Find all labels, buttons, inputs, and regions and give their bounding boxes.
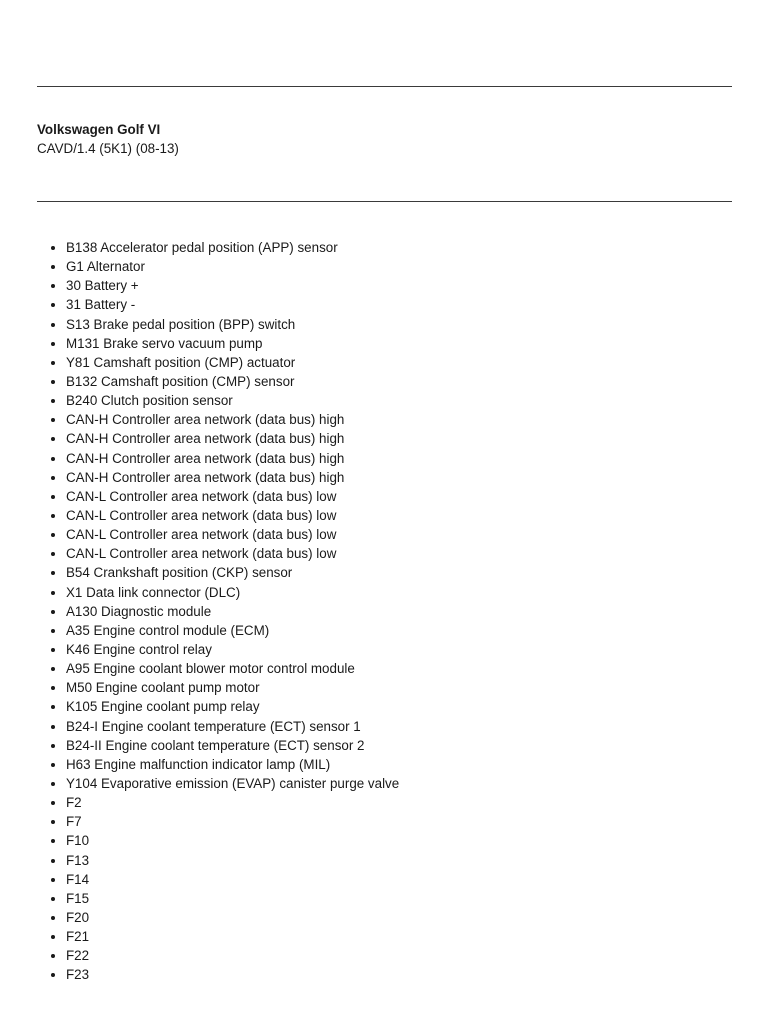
top-divider [37,86,732,87]
component-list-item: F21 [66,927,746,946]
component-list-item: CAN-L Controller area network (data bus) low [66,525,746,544]
component-list-item: F14 [66,870,746,889]
component-list-item: A35 Engine control module (ECM) [66,621,746,640]
component-list-item: G1 Alternator [66,257,746,276]
component-list-item: H63 Engine malfunction indicator lamp (MIL) [66,755,746,774]
component-list-item: CAN-H Controller area network (data bus) high [66,410,746,429]
component-list-item: K46 Engine control relay [66,640,746,659]
component-list-item: K105 Engine coolant pump relay [66,697,746,716]
component-list-item: F22 [66,946,746,965]
component-list-item: F23 [66,965,746,984]
component-list-item: S13 Brake pedal position (BPP) switch [66,315,746,334]
component-list-item: CAN-L Controller area network (data bus) low [66,487,746,506]
component-list-item: F10 [66,831,746,850]
component-list-item: CAN-L Controller area network (data bus) low [66,506,746,525]
component-list-item: F2 [66,793,746,812]
component-list-item: CAN-H Controller area network (data bus) high [66,449,746,468]
component-list-item: CAN-H Controller area network (data bus) high [66,468,746,487]
component-list-item: B24-I Engine coolant temperature (ECT) sensor 1 [66,717,746,736]
component-list-item: M131 Brake servo vacuum pump [66,334,746,353]
component-list-item: B54 Crankshaft position (CKP) sensor [66,563,746,582]
component-list-item: F15 [66,889,746,908]
component-list-item: Y104 Evaporative emission (EVAP) canister purge valve [66,774,746,793]
component-list-item: B138 Accelerator pedal position (APP) sensor [66,238,746,257]
component-list-item: B132 Camshaft position (CMP) sensor [66,372,746,391]
component-list-item: 30 Battery + [66,276,746,295]
component-list-item: M50 Engine coolant pump motor [66,678,746,697]
vehicle-name: Volkswagen Golf VI [37,122,161,137]
section-divider [37,201,732,202]
component-list-item: F20 [66,908,746,927]
component-list-item: X1 Data link connector (DLC) [66,583,746,602]
component-list-item: CAN-L Controller area network (data bus) low [66,544,746,563]
component-list-item: A130 Diagnostic module [66,602,746,621]
component-list-item: B240 Clutch position sensor [66,391,746,410]
component-list-item: F13 [66,851,746,870]
component-list-item: B24-II Engine coolant temperature (ECT) sensor 2 [66,736,746,755]
component-list-item: Y81 Camshaft position (CMP) actuator [66,353,746,372]
component-list-item: F7 [66,812,746,831]
vehicle-engine-code: CAVD/1.4 (5K1) (08-13) [37,141,179,156]
component-list-item: A95 Engine coolant blower motor control module [66,659,746,678]
component-list-item: 31 Battery - [66,295,746,314]
component-list [0,238,746,984]
vehicle-header [37,121,179,158]
component-list-item: CAN-H Controller area network (data bus) high [66,429,746,448]
